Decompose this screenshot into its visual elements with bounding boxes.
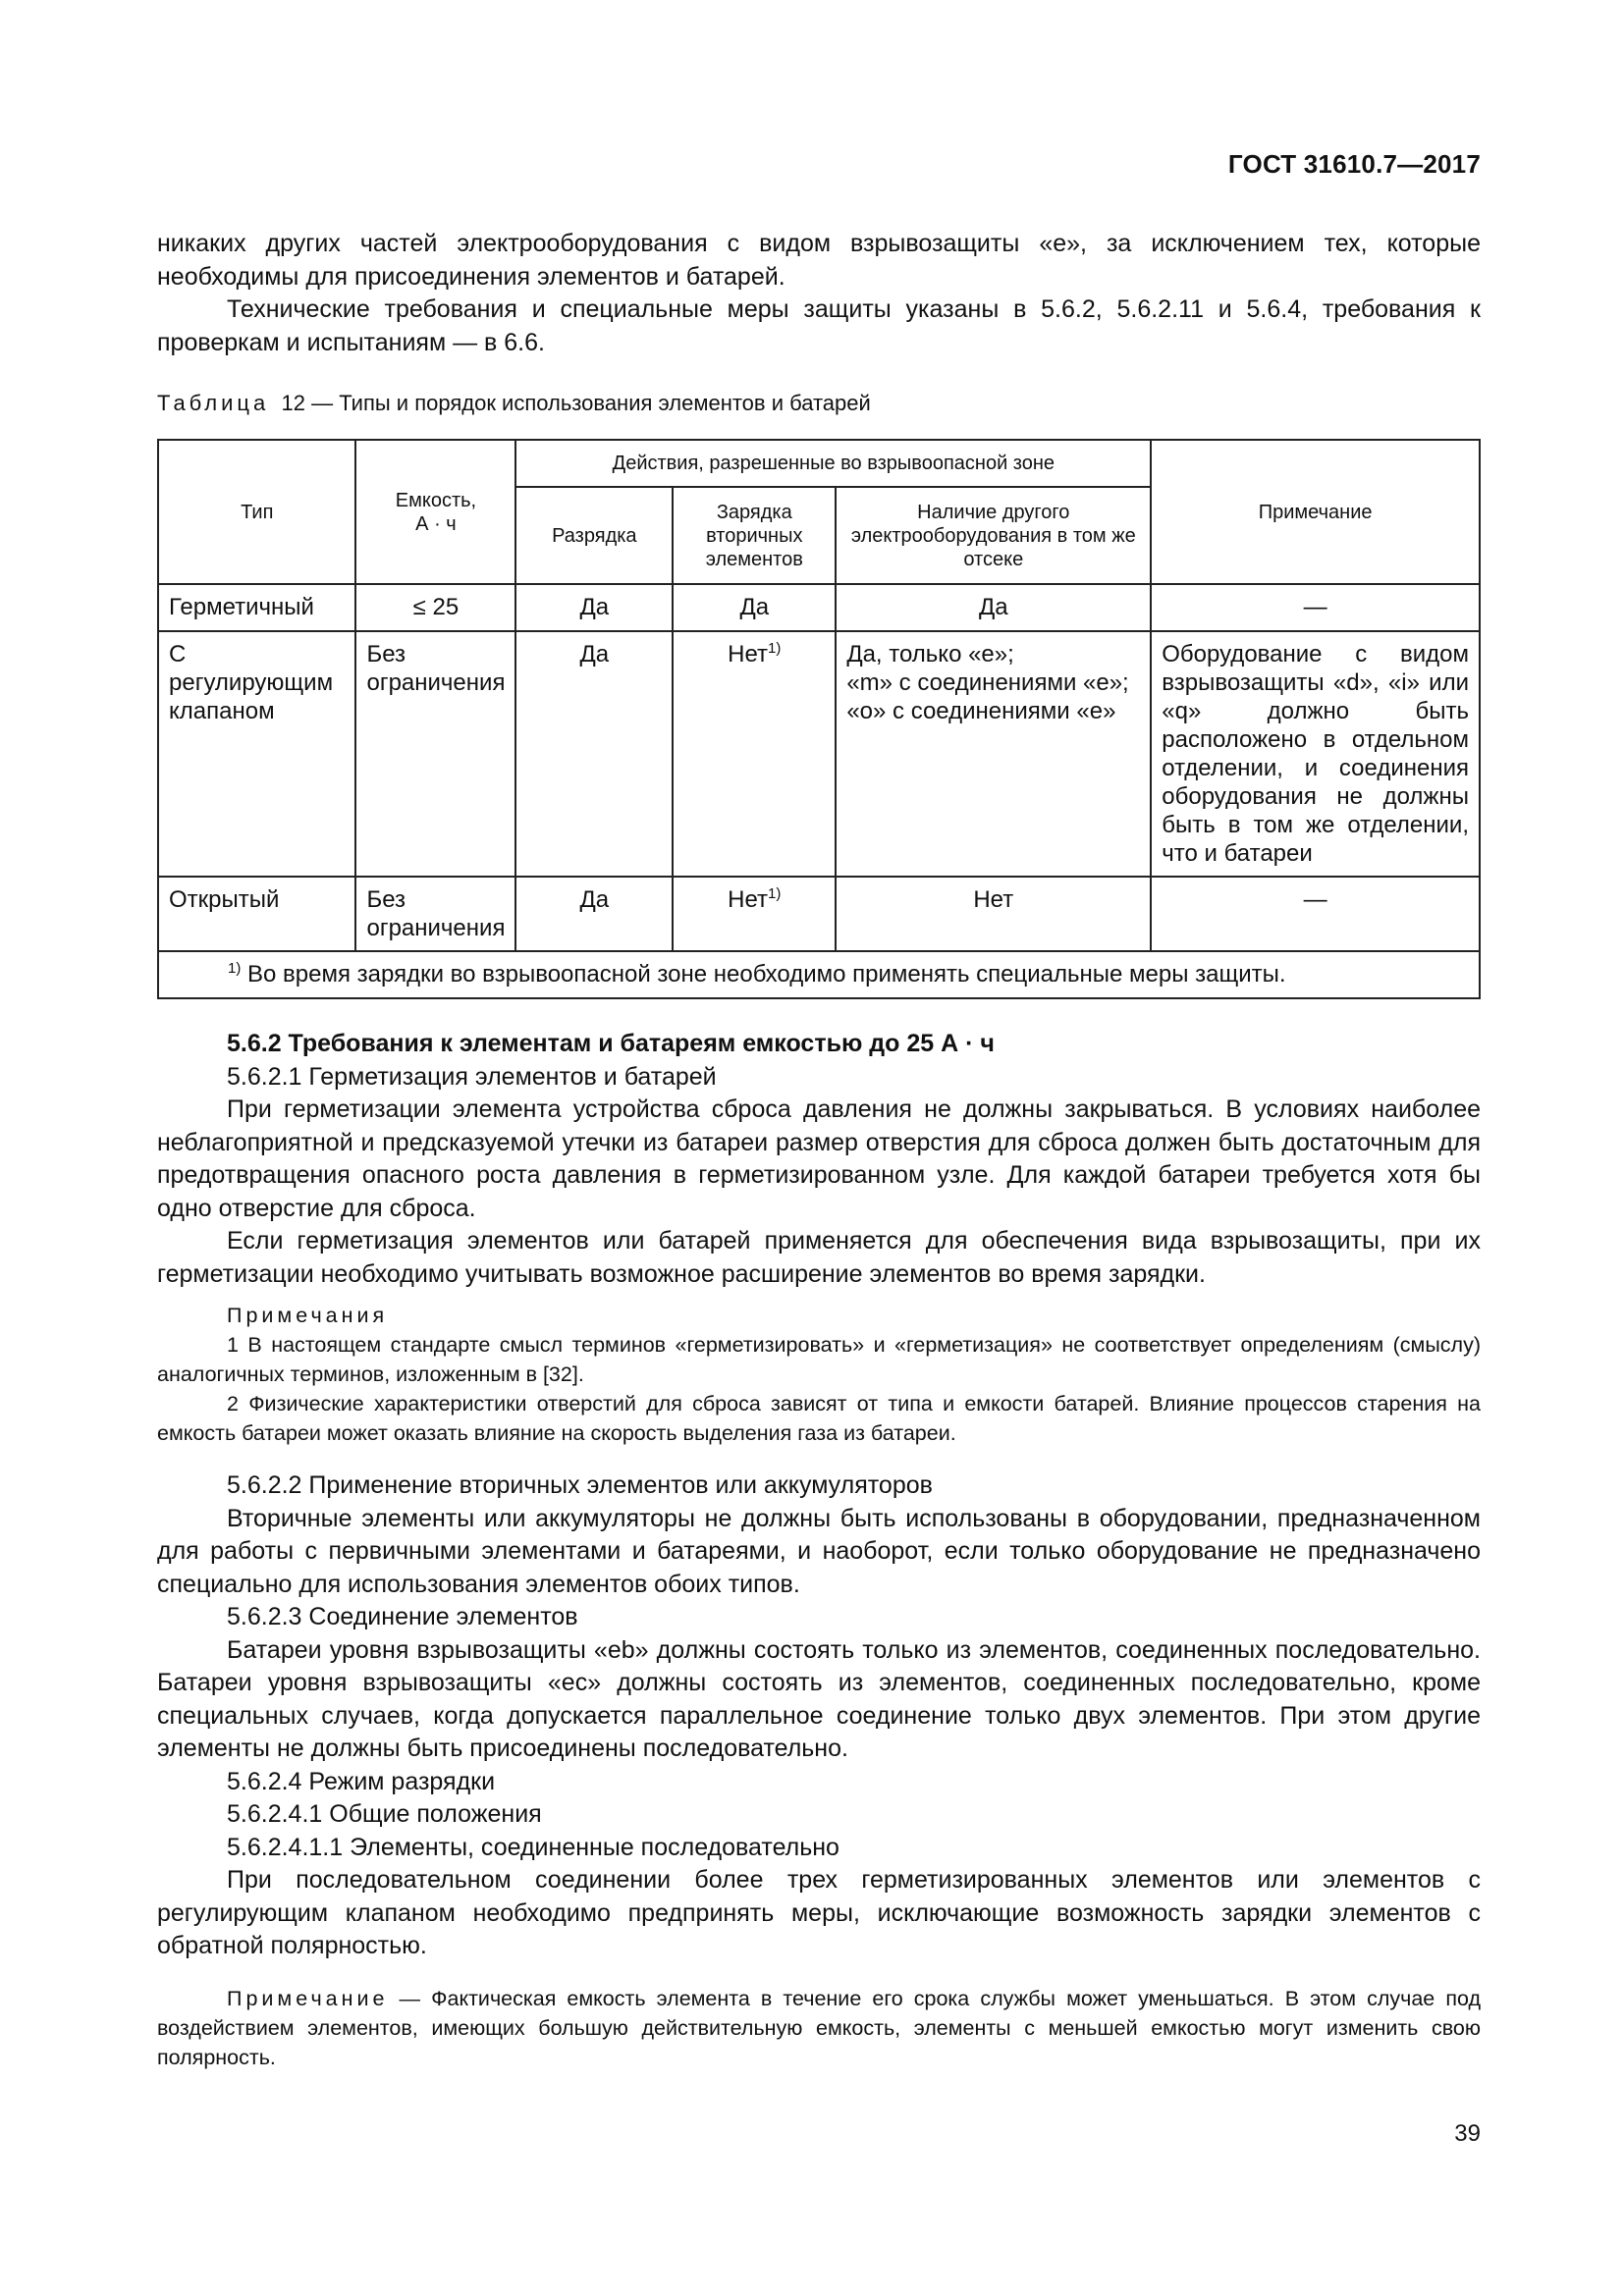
cell-charge-value: Да (739, 594, 770, 620)
cell-type: Герметичный (158, 584, 355, 631)
intro-block (157, 228, 1481, 359)
cell-charge (673, 877, 836, 951)
footnote-ref: 1) (768, 640, 782, 657)
header-actions: Действия, разрешенные во взрывоопасной зоне (515, 440, 1151, 487)
cell-presence-line: Да (978, 594, 1008, 620)
page-number: 39 (1454, 2120, 1481, 2147)
cell-charge-value: Нет (728, 886, 769, 913)
final-note (157, 1984, 1481, 2072)
cell-discharge: Да (515, 631, 673, 877)
paragraph: Батареи уровня взрывозащиты «eb» должны состоять только из элементов, соединенных последовательно. Батареи уровня взрывозащиты «ec» должны состоять из элементов, соединенных последовательно, кроме специальных случаев, когда допускается параллельное соединение только двух элементов. При этом другие элементы не должны быть присоединены последовательно. (157, 1635, 1481, 1762)
cell-capacity: Без ограничения (355, 877, 515, 951)
final-note-text: — Фактическая емкость элемента в течение его срока службы может уменьшаться. В этом случае под воздействием элементов, имеющих большую действительную емкость, элементы с меньшей емкостью могут изменить свою полярность. (157, 1987, 1481, 2069)
cell-note: Оборудование с видом взрывозащиты «d», «i» или «q» должно быть расположено в отдельном отделении, и соединения оборудования не должны быть в том же отделении, что и батареи (1151, 631, 1480, 877)
subsection-title: 5.6.2.4.1.1 Элементы, соединенные последовательно (227, 1833, 839, 1861)
cell-presence (836, 631, 1151, 877)
subsection-title: 5.6.2.1 Герметизация элементов и батарей (227, 1062, 717, 1091)
note-2: 2 Физические характеристики отверстий для сброса зависят от типа и емкости батарей. Влияние процессов старения на емкость батареи может оказать влияние на скорость выделения газа из батареи. (157, 1392, 1481, 1445)
cell-presence (836, 877, 1151, 951)
cell-type: Открытый (158, 877, 355, 951)
section-heading: 5.6.2 Требования к элементам и батареям емкостью до 25 А · ч (227, 1030, 995, 1057)
intro-paragraph-1: никаких других частей электрооборудования с видом взрывозащиты «е», за исключением тех, которые необходимы для присоединения элементов и батарей. (157, 230, 1481, 291)
cell-presence-line: «m» с соединениями «е»; (846, 669, 1129, 696)
notes-title: Примечания (227, 1304, 389, 1327)
note-1: 1 В настоящем стандарте смысл терминов «герметизировать» и «герметизация» не соответствует определениям (смыслу) аналогичных терминов, изложенным в [32]. (157, 1333, 1481, 1386)
cell-presence-line: Нет (973, 886, 1014, 913)
header-capacity-line2: А · ч (415, 512, 457, 535)
table-row (158, 877, 1480, 951)
table-footnote (158, 951, 1480, 998)
document-header: ГОСТ 31610.7—2017 (1227, 149, 1481, 179)
cell-capacity: ≤ 25 (355, 584, 515, 631)
notes-block (157, 1301, 1481, 1448)
cell-charge-value: Нет (728, 641, 769, 667)
subsection-title: 5.6.2.4.1 Общие положения (227, 1800, 542, 1828)
cell-note: — (1151, 877, 1480, 951)
cell-discharge: Да (515, 584, 673, 631)
footnote-mark: 1) (228, 960, 242, 977)
section-continuation (157, 1469, 1481, 1963)
table-row (158, 584, 1480, 631)
header-capacity (355, 440, 515, 584)
cell-type: С регулирующим клапаном (158, 631, 355, 877)
section-5-6-2 (157, 1028, 1481, 1448)
header-capacity-line1: Емкость, (395, 489, 477, 511)
cell-presence-line: «о» с соединениями «е» (846, 698, 1116, 724)
cell-charge (673, 631, 836, 877)
footnote-text: Во время зарядки во взрывоопасной зоне необходимо применять специальные меры защиты. (247, 961, 1286, 988)
table-row (158, 631, 1480, 877)
paragraph: При герметизации элемента устройства сброса давления не должны закрываться. В условиях наиболее неблагоприятной и предсказуемой утечки из батареи размер отверстия для сброса должен быть достаточным для предотвращения опасного роста давления в герметизированном узле. Для каждой батареи требуется хотя бы одно отверстие для сброса. (157, 1095, 1481, 1222)
subsection-title: 5.6.2.4 Режим разрядки (227, 1767, 496, 1795)
battery-types-table (157, 439, 1481, 999)
paragraph: При последовательном соединении более трех герметизированных элементов или элементов с регулирующим клапаном необходимо предпринять меры, исключающие возможность зарядки элементов с обратной полярностью. (157, 1866, 1481, 1959)
paragraph: Если герметизация элементов или батарей применяется для обеспечения вида взрывозащиты, при их герметизации необходимо учитывать возможное расширение элементов во время зарядки. (157, 1227, 1481, 1288)
table-caption-text: 12 — Типы и порядок использования элементов и батарей (281, 391, 871, 415)
cell-capacity: Без ограничения (355, 631, 515, 877)
header-presence: Наличие другого электрооборудования в том же отсеке (836, 487, 1151, 584)
cell-presence-line: Да, только «е»; (846, 641, 1014, 667)
table-footnote-row (158, 951, 1480, 998)
paragraph: Вторичные элементы или аккумуляторы не должны быть использованы в оборудовании, предназначенном для работы с первичными элементами и батареями, и наоборот, если только оборудование не предназначено специально для использования элементов обоих типов. (157, 1504, 1481, 1598)
header-type: Тип (158, 440, 355, 584)
table-caption (157, 391, 871, 416)
footnote-ref: 1) (768, 885, 782, 902)
intro-paragraph-2: Технические требования и специальные меры защиты указаны в 5.6.2, 5.6.2.11 и 5.6.4, требования к проверкам и испытаниям — в 6.6. (157, 295, 1481, 356)
cell-charge (673, 584, 836, 631)
cell-note: — (1151, 584, 1480, 631)
final-note-label: Примечание (227, 1987, 389, 2010)
header-note: Примечание (1151, 440, 1480, 584)
subsection-title: 5.6.2.3 Соединение элементов (227, 1603, 578, 1630)
cell-discharge: Да (515, 877, 673, 951)
header-charge: Зарядка вторичных элементов (673, 487, 836, 584)
table-caption-label: Таблица (157, 391, 270, 415)
header-discharge: Разрядка (515, 487, 673, 584)
cell-presence (836, 584, 1151, 631)
subsection-title: 5.6.2.2 Применение вторичных элементов или аккумуляторов (227, 1471, 933, 1499)
